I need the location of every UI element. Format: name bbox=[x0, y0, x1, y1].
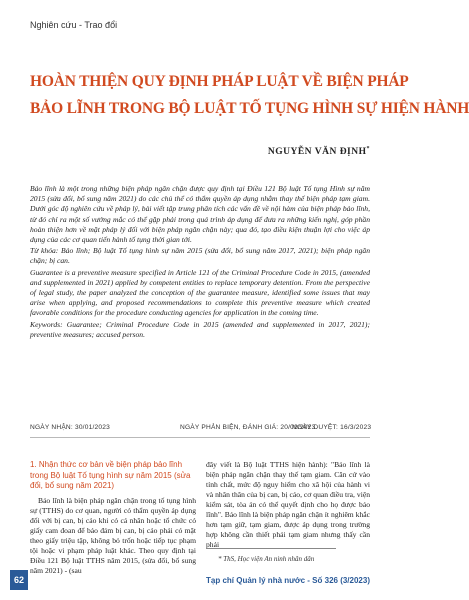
keywords-english bbox=[30, 320, 370, 340]
section-label: Nghiên cứu - Trao đổi bbox=[30, 20, 118, 30]
article-dates bbox=[30, 424, 370, 436]
body-column-right bbox=[206, 460, 370, 550]
abstract-vietnamese: Bảo lĩnh là một trong những biện pháp ngăn chặn được quy định tại Điều 121 Bộ luật Tố tụng Hình sự năm 2015 (sửa đổi, bổ sung năm 2021) do các chủ thể có thẩm quyền áp dụng nhằm thay thế biện pháp tạm giam. Dưới góc độ nghiên cứu về pháp lý, bài viết tập trung phân tích các vấn đề về nội hàm của biện pháp bảo lĩnh, từ đó chỉ ra một số vướng mắc có thể gặp phải trong quá trình áp dụng để đưa ra những kiến nghị, góp phần hoàn thiện hơn về mặt pháp lý đối với biện pháp ngăn chặn này; qua đó, tạo điều kiện thuận lợi cho việc áp dụng của các cơ quan tiến hành tố tụng thời gian tới. bbox=[30, 184, 370, 245]
author-name bbox=[268, 146, 370, 157]
date-reviewed: NGÀY PHẢN BIỆN, ĐÁNH GIÁ: 20/02/2023 bbox=[180, 424, 316, 431]
journal-footer: Tạp chí Quản lý nhà nước - Số 326 (3/2023) bbox=[206, 576, 370, 585]
keywords-vietnamese bbox=[30, 246, 370, 266]
keywords-en-text: Guarantee; Criminal Procedure Code in 2015 (amended and supplemented in 2017, 2021); preventive measures; accused person. bbox=[30, 319, 370, 339]
body-paragraph-right: đây viết là Bộ luật TTHS hiện hành): "Bảo lĩnh là biện pháp ngăn chặn thay thế tạm giam. Căn cứ vào tính chất, mức độ nguy hiểm cho xã hội của hành vi và nhân thân của bị can, bị cáo, cơ quan điều tra, viện kiểm sát, tòa án có thể quyết định cho họ được bảo lĩnh". Bảo lĩnh là biện pháp ngăn chặn ít nghiêm khắc hơn tạm giữ, tạm giam, được áp dụng trong trường hợp không cần thiết phải tạm giam nhưng thấy cần phải bbox=[206, 460, 370, 549]
article-title bbox=[30, 68, 469, 122]
section-heading: 1. Nhận thức cơ bản về biện pháp bảo lĩnh trong Bộ luật Tố tụng hình sự năm 2015 (sửa đổi, bổ sung năm 2021) bbox=[30, 460, 191, 490]
keywords-en-label: Keywords: bbox=[30, 319, 63, 329]
abstract-english: Guarantee is a preventive measure specified in Article 121 of the Criminal Procedure Code in 2015, (amended and supplemented in 2021) applied by competent entities to replace temporary detention. From the perspective of legal study, the paper analyzed the conception of the guarantee measure, identified some issues that may arise when applying, and proposed recommendations to complete this preventive measure which created favorable conditions for the procedure conducting agencies for application in the coming time. bbox=[30, 267, 370, 318]
author-name-text: NGUYỄN VĂN ĐỊNH bbox=[267, 147, 367, 158]
page-number: 62 bbox=[10, 570, 28, 590]
author-footnote: * ThS, Học viện An ninh nhân dân bbox=[218, 555, 315, 563]
body-paragraph-left: Bảo lĩnh là biện pháp ngăn chặn trong tố tụng hình sự (TTHS) do cơ quan, người có thẩm quyền áp dụng đối với bị can, bị cáo khi có cá nhân hoặc tổ chức có giấy cam đoan để bảo đảm bị can, bị cáo phải có mặt theo giấy triệu tập, không bỏ trốn hoặc tiếp tục phạm tội hoặc vi phạm pháp luật khác. Theo quy định tại Điều 121 Bộ luật TTHS năm 2015, (sửa đổi, bổ sung năm 2021) - (sau bbox=[30, 495, 196, 575]
keywords-vi-text: Bảo lĩnh; Bộ luật Tố tụng hình sự năm 2015 (sửa đổi, bổ sung năm 2017, 2021); biện pháp ngăn chặn; bị can. bbox=[30, 246, 370, 266]
author-footnote-mark: * bbox=[366, 146, 370, 152]
dates-divider bbox=[30, 437, 370, 438]
keywords-vi-label: Từ khóa: bbox=[30, 246, 59, 256]
body-column-left bbox=[30, 460, 196, 576]
article-title-line-1: HOÀN THIỆN QUY ĐỊNH PHÁP LUẬT VỀ BIỆN PHÁP bbox=[30, 73, 409, 90]
footnote-divider bbox=[206, 548, 336, 549]
date-approved: NGÀY DUYỆT: 16/3/2023 bbox=[292, 424, 372, 431]
abstract bbox=[30, 184, 370, 341]
article-title-line-2: BẢO LĨNH TRONG BỘ LUẬT TỐ TỤNG HÌNH SỰ HIỆN HÀNH bbox=[30, 100, 469, 117]
date-received: NGÀY NHẬN: 30/01/2023 bbox=[30, 424, 110, 431]
